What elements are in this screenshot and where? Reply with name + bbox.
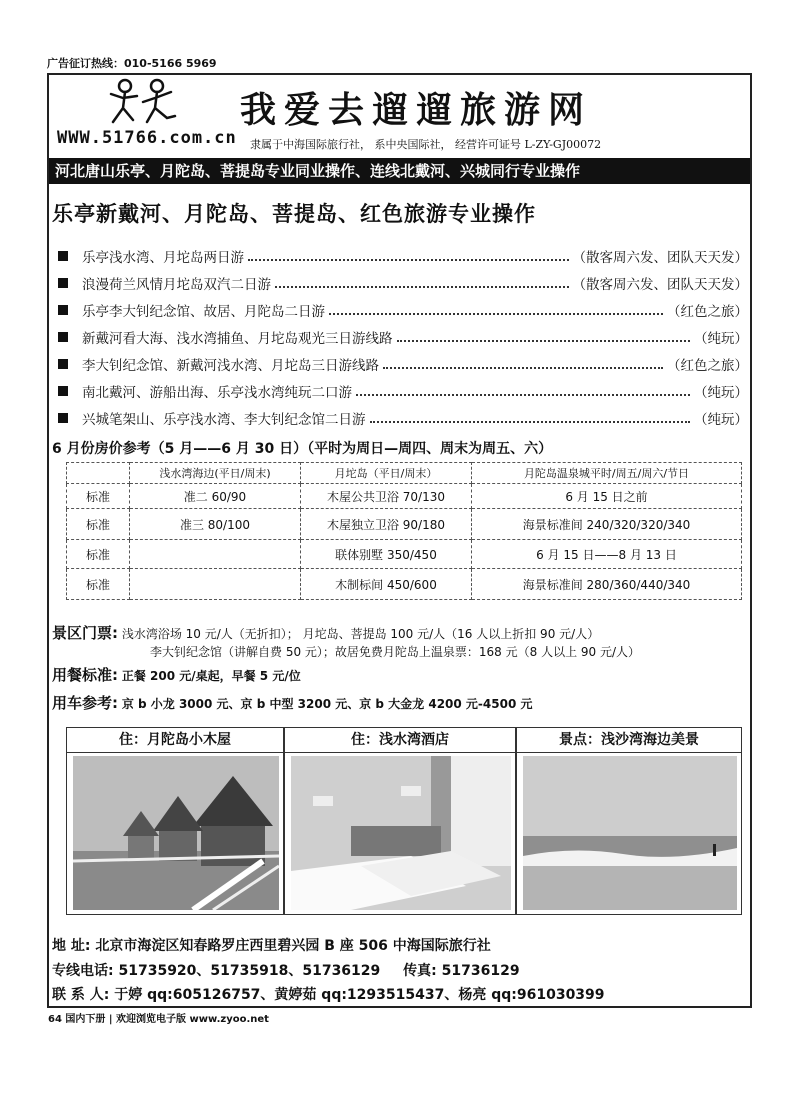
phone-numbers: 51735920、51735918、51736129 bbox=[118, 963, 381, 979]
table-cell: 海景标准间 280/360/440/340 bbox=[472, 569, 742, 600]
table-cell bbox=[130, 569, 301, 600]
table-row bbox=[67, 484, 742, 509]
tour-name: 南北戴河、游船出海、乐亭浅水湾纯玩二口游 bbox=[82, 385, 352, 401]
address-text: 北京市海淀区知春路罗庄西里碧兴园 B 座 506 中海国际旅行社 bbox=[95, 938, 491, 954]
car-info bbox=[52, 692, 532, 713]
table-row bbox=[67, 540, 742, 569]
address-label: 地 址: bbox=[52, 938, 91, 954]
ad-hotline: 广告征订热线：010-5166 5969 bbox=[47, 57, 217, 70]
room-price-heading: 6 月份房价参考（5 月——6 月 30 日）（平时为周日—周四、周末为周五、六） bbox=[52, 441, 553, 457]
car-text: 京 b 小龙 3000 元、京 b 中型 3200 元、京 b 大金龙 4200 元-4500 元 bbox=[121, 697, 533, 711]
meal-text: 正餐 200 元/桌起，早餐 5 元/位 bbox=[121, 669, 301, 683]
headline: 乐亭新戴河、月陀岛、菩提岛、红色旅游专业操作 bbox=[52, 202, 536, 226]
wooden-cabins-image bbox=[73, 756, 279, 910]
tour-note: （散客周六发、团队天天发） bbox=[572, 250, 748, 266]
bullet-icon bbox=[58, 251, 68, 261]
hotel-room-image bbox=[291, 756, 511, 910]
phone-label: 专线电话: bbox=[52, 963, 114, 979]
column-header: 浅水湾海边(平日/周末) bbox=[130, 463, 301, 484]
ticket-line: 李大钊纪念馆（讲解自费 50 元）；故居免费月陀岛上温泉票：168 元（8 人以上 90 元/人） bbox=[150, 645, 641, 659]
table-cell: 标准 bbox=[67, 484, 130, 509]
table-cell: 准二 60/90 bbox=[130, 484, 301, 509]
ticket-line: 浅水湾浴场 10 元/人（无折扣）； 月坨岛、菩提岛 100 元/人（16 人以上折扣 90 元/人） bbox=[121, 627, 600, 641]
meal-info bbox=[52, 664, 301, 685]
photo-caption: 住：月陀岛小木屋 bbox=[67, 728, 283, 753]
car-label: 用车参考: bbox=[52, 694, 118, 712]
tour-item bbox=[58, 298, 748, 322]
table-cell: 木制标间 450/600 bbox=[301, 569, 472, 600]
tour-name: 浪漫荷兰风情月坨岛双汽二日游 bbox=[82, 277, 271, 293]
bullet-icon bbox=[58, 359, 68, 369]
page-footer: 64 国内下册 | 欢迎浏览电子版 www.zyoo.net bbox=[48, 1014, 269, 1025]
photo-hotel bbox=[284, 727, 516, 915]
ticket-info bbox=[52, 622, 599, 643]
bullet-icon bbox=[58, 386, 68, 396]
fax-label: 传真: bbox=[403, 963, 437, 979]
meal-label: 用餐标准: bbox=[52, 666, 118, 684]
tour-note: （红色之旅） bbox=[667, 304, 748, 320]
contact-persons-row bbox=[52, 984, 605, 1004]
ticket-label: 景区门票: bbox=[52, 624, 118, 642]
photo-cabins bbox=[66, 727, 284, 915]
table-cell bbox=[130, 540, 301, 569]
table-cell: 木屋独立卫浴 90/180 bbox=[301, 509, 472, 540]
tour-item bbox=[58, 271, 748, 295]
tour-item bbox=[58, 379, 748, 403]
brand-title: 我爱去遛遛旅游网 bbox=[240, 89, 593, 131]
tour-name: 乐亭李大钊纪念馆、故居、月陀岛二日游 bbox=[82, 304, 325, 320]
table-cell: 6 月 15 日——8 月 13 日 bbox=[472, 540, 742, 569]
bullet-icon bbox=[58, 332, 68, 342]
table-row bbox=[67, 509, 742, 540]
table-cell: 标准 bbox=[67, 509, 130, 540]
table-cell: 标准 bbox=[67, 540, 130, 569]
contact-persons: 于婷 qq:605126757、黄婷茹 qq:1293515437、杨亮 qq:961030399 bbox=[114, 987, 605, 1003]
fax-number: 51736129 bbox=[441, 963, 520, 979]
bullet-icon bbox=[58, 305, 68, 315]
tour-name: 乐亭浅水湾、月坨岛两日游 bbox=[82, 250, 244, 266]
website-url[interactable]: WWW.51766.com.cn bbox=[57, 128, 237, 148]
photo-caption: 景点：浅沙湾海边美景 bbox=[517, 728, 741, 753]
room-price-table bbox=[66, 462, 742, 600]
logo-figures-icon bbox=[105, 78, 185, 128]
tour-item bbox=[58, 352, 748, 376]
tour-note: （散客周六发、团队天天发） bbox=[572, 277, 748, 293]
table-cell: 海景标准间 240/320/320/340 bbox=[472, 509, 742, 540]
table-cell: 木屋公共卫浴 70/130 bbox=[301, 484, 472, 509]
column-header: 月坨岛（平日/周末） bbox=[301, 463, 472, 484]
tour-note: （红色之旅） bbox=[667, 358, 748, 374]
tour-item bbox=[58, 406, 748, 430]
operations-banner: 河北唐山乐亭、月陀岛、菩提岛专业同业操作、连线北戴河、兴城同行专业操作 bbox=[49, 158, 750, 184]
tour-name: 新戴河看大海、浅水湾捕鱼、月坨岛观光三日游线路 bbox=[82, 331, 393, 347]
table-cell: 标准 bbox=[67, 569, 130, 600]
beach-image bbox=[523, 756, 737, 910]
contact-label: 联 系 人: bbox=[52, 987, 110, 1003]
photo-beach bbox=[516, 727, 742, 915]
address-row bbox=[52, 935, 491, 955]
affiliation-text: 隶属于中海国际旅行社， 系中央国际社， 经营许可证号 L-ZY-GJ00072 bbox=[250, 138, 602, 151]
bullet-icon bbox=[58, 278, 68, 288]
tour-item bbox=[58, 244, 748, 268]
photo-caption: 住：浅水湾酒店 bbox=[285, 728, 515, 753]
column-header: 月陀岛温泉城平时/周五/周六/节日 bbox=[472, 463, 742, 484]
table-header-row bbox=[67, 463, 742, 484]
tour-note: （纯玩） bbox=[694, 385, 748, 401]
table-cell: 6 月 15 日之前 bbox=[472, 484, 742, 509]
tour-item bbox=[58, 325, 748, 349]
tour-name: 李大钊纪念馆、新戴河浅水湾、月坨岛三日游线路 bbox=[82, 358, 379, 374]
tour-note: （纯玩） bbox=[694, 331, 748, 347]
table-cell bbox=[67, 463, 130, 484]
bullet-icon bbox=[58, 413, 68, 423]
phone-row bbox=[52, 960, 520, 980]
tour-name: 兴城笔架山、乐亭浅水湾、李大钊纪念馆二日游 bbox=[82, 412, 366, 428]
table-cell: 联体别墅 350/450 bbox=[301, 540, 472, 569]
table-row bbox=[67, 569, 742, 600]
table-cell: 准三 80/100 bbox=[130, 509, 301, 540]
tour-note: （纯玩） bbox=[694, 412, 748, 428]
